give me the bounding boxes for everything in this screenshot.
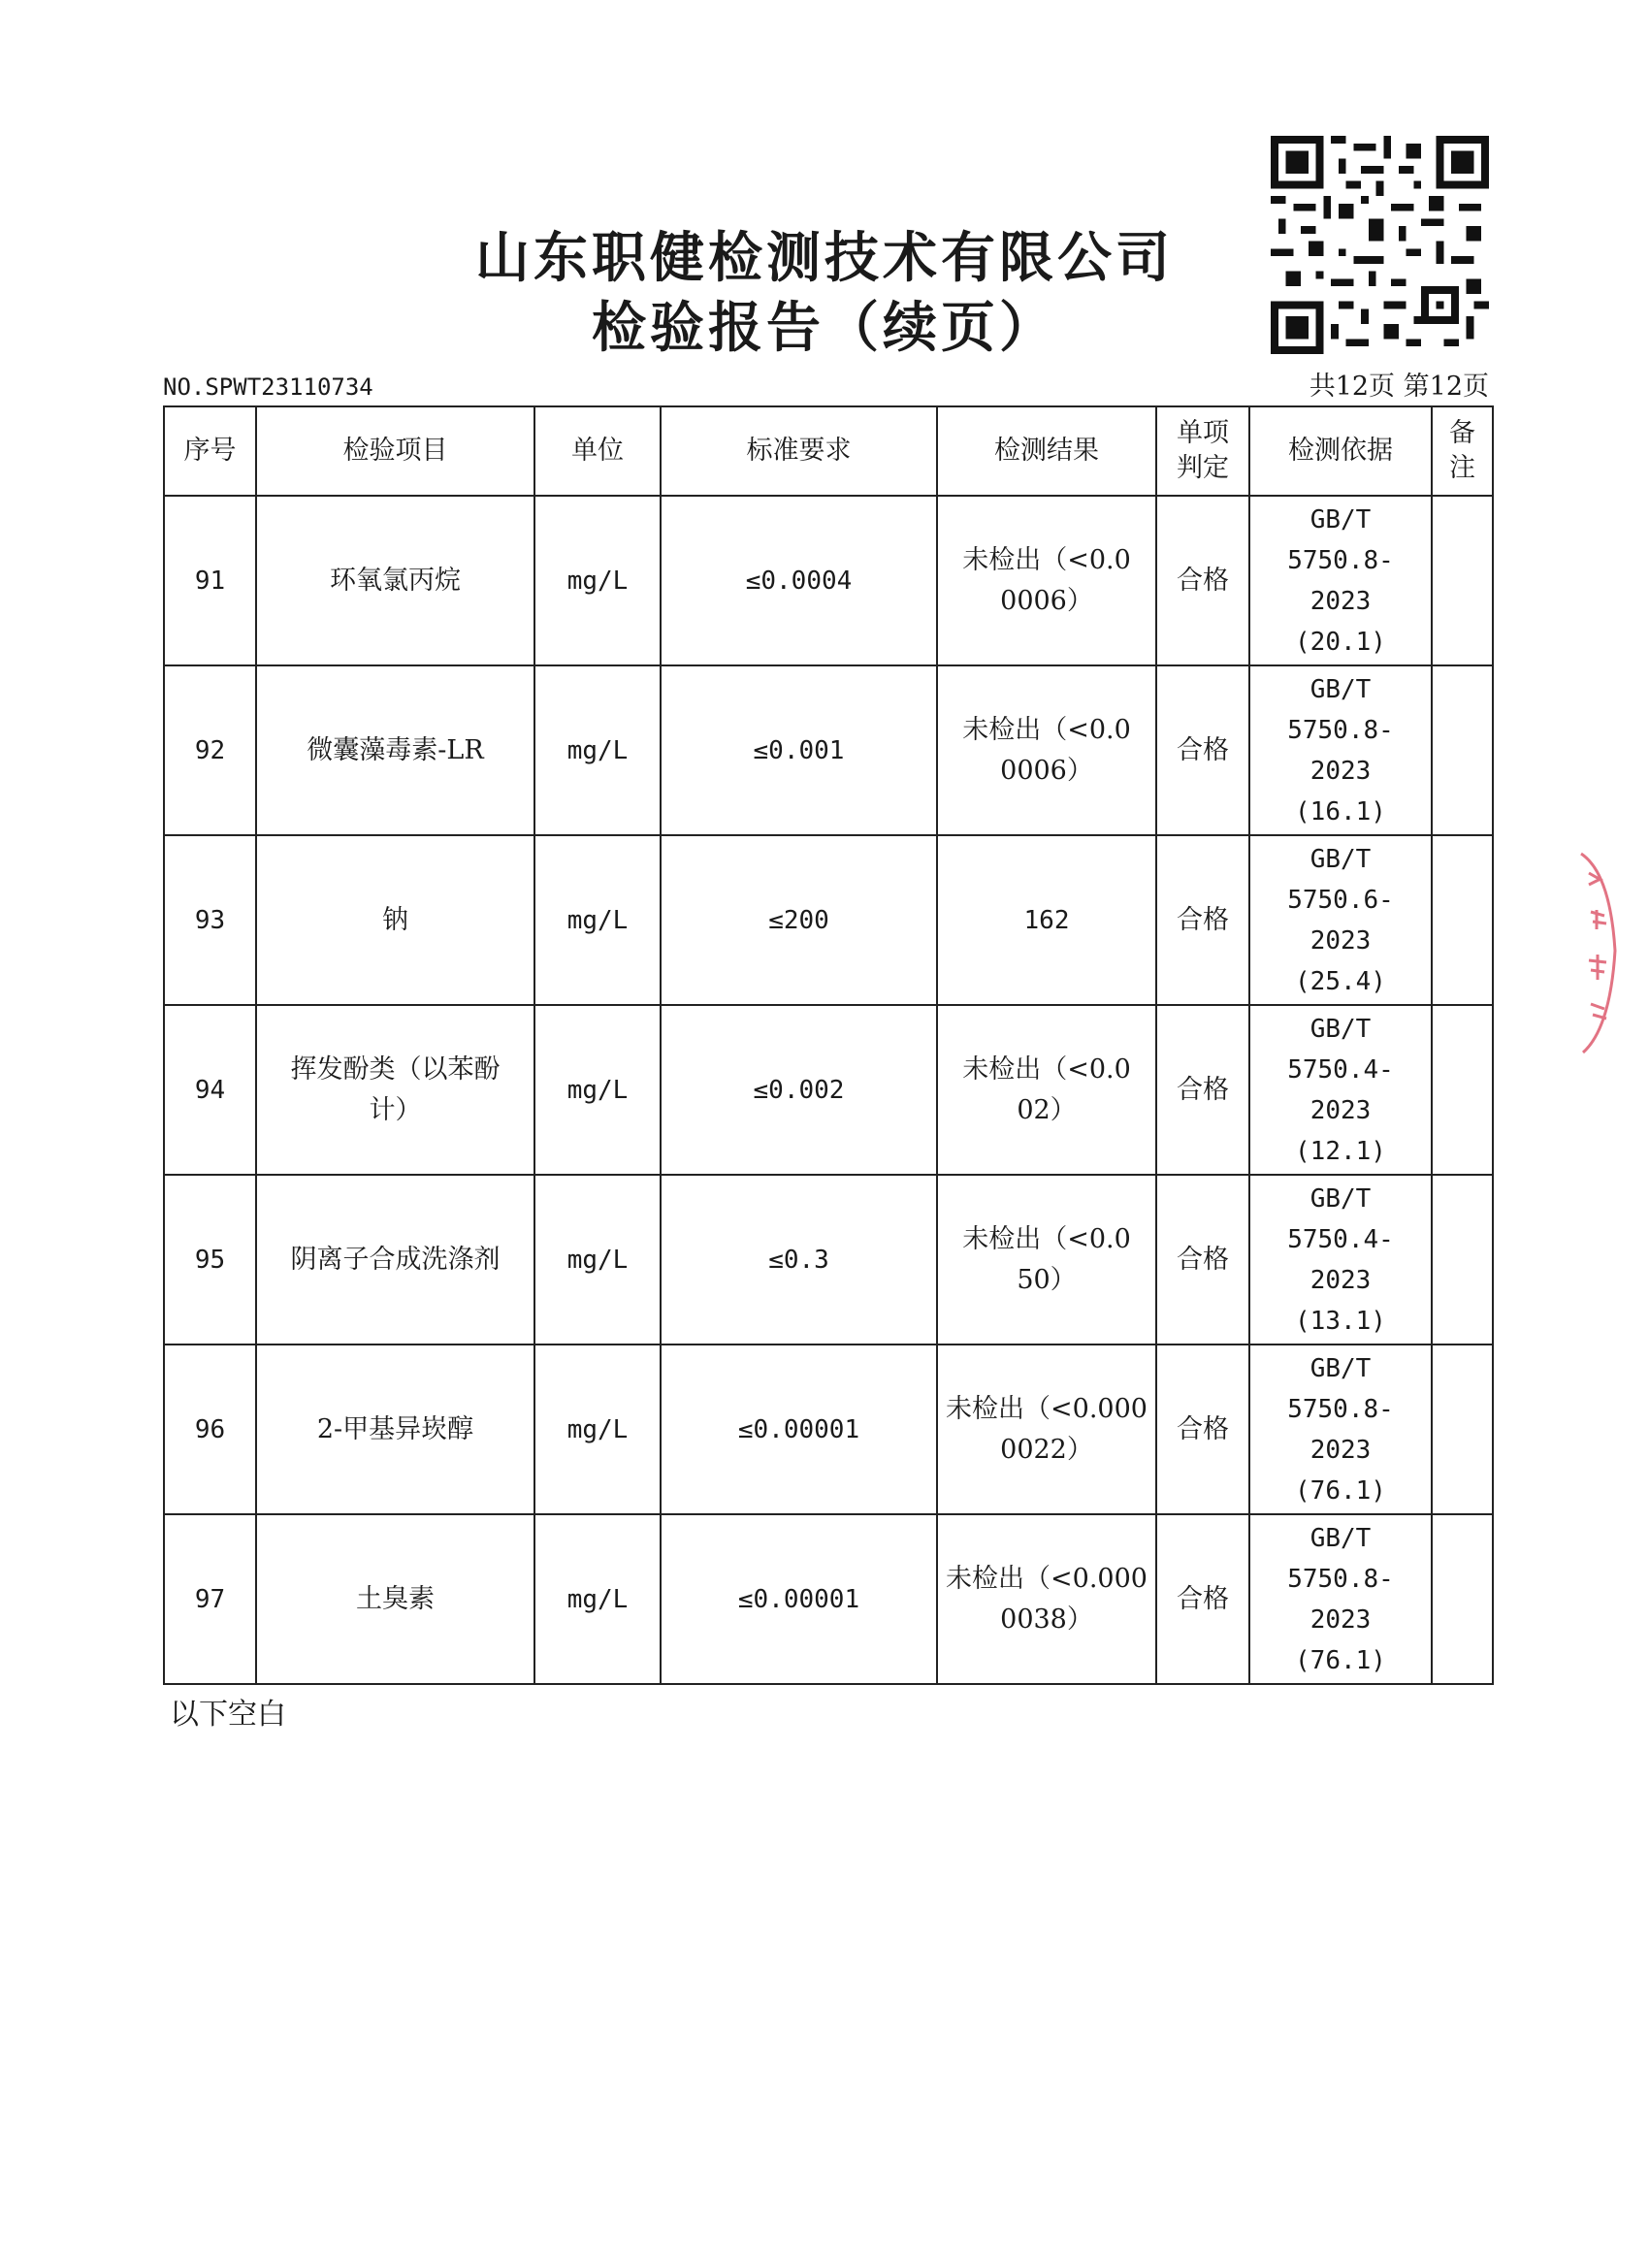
row-result: 未检出（<0.00006） bbox=[937, 665, 1156, 835]
row-no: 91 bbox=[164, 496, 256, 665]
row-result: 未检出（<0.050） bbox=[937, 1175, 1156, 1345]
row-standard: ≤0.00001 bbox=[661, 1345, 937, 1514]
row-result: 未检出（<0.0000022） bbox=[937, 1345, 1156, 1514]
row-judgement: 合格 bbox=[1156, 1345, 1249, 1514]
qr-code-icon bbox=[1271, 136, 1489, 354]
report-title: 检验报告（续页） bbox=[592, 296, 1057, 360]
row-item: 微囊藻毒素-LR bbox=[256, 665, 534, 835]
row-remark bbox=[1432, 665, 1493, 835]
page-indicator: 共12页 第12页 bbox=[1309, 372, 1489, 402]
row-unit: mg/L bbox=[534, 1345, 661, 1514]
col-header-basis: 检测依据 bbox=[1249, 406, 1432, 496]
row-result: 未检出（<0.00006） bbox=[937, 496, 1156, 665]
row-item: 阴离子合成洗涤剂 bbox=[256, 1175, 534, 1345]
report-number: NO.SPWT23110734 bbox=[163, 373, 373, 401]
row-item: 钠 bbox=[256, 835, 534, 1005]
table-row bbox=[164, 1345, 1493, 1514]
row-unit: mg/L bbox=[534, 835, 661, 1005]
row-basis: GB/T 5750.6- 2023 (25.4) bbox=[1249, 835, 1432, 1005]
col-header-result: 检测结果 bbox=[937, 406, 1156, 496]
row-remark bbox=[1432, 1175, 1493, 1345]
row-result: 未检出（<0.0000038） bbox=[937, 1514, 1156, 1684]
row-basis: GB/T 5750.8- 2023 (76.1) bbox=[1249, 1514, 1432, 1684]
table-row bbox=[164, 835, 1493, 1005]
inspection-table bbox=[163, 405, 1494, 1685]
col-header-remark: 备注 bbox=[1432, 406, 1493, 496]
row-remark bbox=[1432, 496, 1493, 665]
row-judgement: 合格 bbox=[1156, 496, 1249, 665]
row-unit: mg/L bbox=[534, 665, 661, 835]
row-basis: GB/T 5750.8- 2023 (16.1) bbox=[1249, 665, 1432, 835]
table-row bbox=[164, 1005, 1493, 1175]
row-standard: ≤0.001 bbox=[661, 665, 937, 835]
col-header-judgement: 单项判定 bbox=[1156, 406, 1249, 496]
row-unit: mg/L bbox=[534, 1005, 661, 1175]
row-result: 未检出（<0.002） bbox=[937, 1005, 1156, 1175]
row-unit: mg/L bbox=[534, 496, 661, 665]
col-header-unit: 单位 bbox=[534, 406, 661, 496]
row-no: 96 bbox=[164, 1345, 256, 1514]
row-standard: ≤0.3 bbox=[661, 1175, 937, 1345]
row-judgement: 合格 bbox=[1156, 835, 1249, 1005]
table-row bbox=[164, 1514, 1493, 1684]
row-unit: mg/L bbox=[534, 1514, 661, 1684]
table-row bbox=[164, 1175, 1493, 1345]
table-header-row bbox=[164, 406, 1493, 496]
row-remark bbox=[1432, 835, 1493, 1005]
row-standard: ≤0.002 bbox=[661, 1005, 937, 1175]
table-row bbox=[164, 496, 1493, 665]
col-header-no: 序号 bbox=[164, 406, 256, 496]
row-remark bbox=[1432, 1345, 1493, 1514]
row-remark bbox=[1432, 1005, 1493, 1175]
table-row bbox=[164, 665, 1493, 835]
row-basis: GB/T 5750.8- 2023 (20.1) bbox=[1249, 496, 1432, 665]
seal-stamp-icon bbox=[1571, 834, 1630, 1067]
row-item: 2-甲基异崁醇 bbox=[256, 1345, 534, 1514]
company-name: 山东职健检测技术有限公司 bbox=[475, 226, 1174, 290]
row-basis: GB/T 5750.4- 2023 (13.1) bbox=[1249, 1175, 1432, 1345]
row-item: 土臭素 bbox=[256, 1514, 534, 1684]
row-result: 162 bbox=[937, 835, 1156, 1005]
row-item: 挥发酚类（以苯酚计） bbox=[256, 1005, 534, 1175]
row-no: 95 bbox=[164, 1175, 256, 1345]
row-no: 92 bbox=[164, 665, 256, 835]
row-basis: GB/T 5750.8- 2023 (76.1) bbox=[1249, 1345, 1432, 1514]
row-no: 93 bbox=[164, 835, 256, 1005]
blank-below-note: 以下空白 bbox=[170, 1698, 286, 1732]
row-item: 环氧氯丙烷 bbox=[256, 496, 534, 665]
row-judgement: 合格 bbox=[1156, 1514, 1249, 1684]
row-remark bbox=[1432, 1514, 1493, 1684]
row-judgement: 合格 bbox=[1156, 1005, 1249, 1175]
row-standard: ≤200 bbox=[661, 835, 937, 1005]
row-standard: ≤0.00001 bbox=[661, 1514, 937, 1684]
row-unit: mg/L bbox=[534, 1175, 661, 1345]
row-no: 97 bbox=[164, 1514, 256, 1684]
row-basis: GB/T 5750.4- 2023 (12.1) bbox=[1249, 1005, 1432, 1175]
row-no: 94 bbox=[164, 1005, 256, 1175]
row-judgement: 合格 bbox=[1156, 665, 1249, 835]
row-standard: ≤0.0004 bbox=[661, 496, 937, 665]
col-header-standard: 标准要求 bbox=[661, 406, 937, 496]
row-judgement: 合格 bbox=[1156, 1175, 1249, 1345]
col-header-item: 检验项目 bbox=[256, 406, 534, 496]
